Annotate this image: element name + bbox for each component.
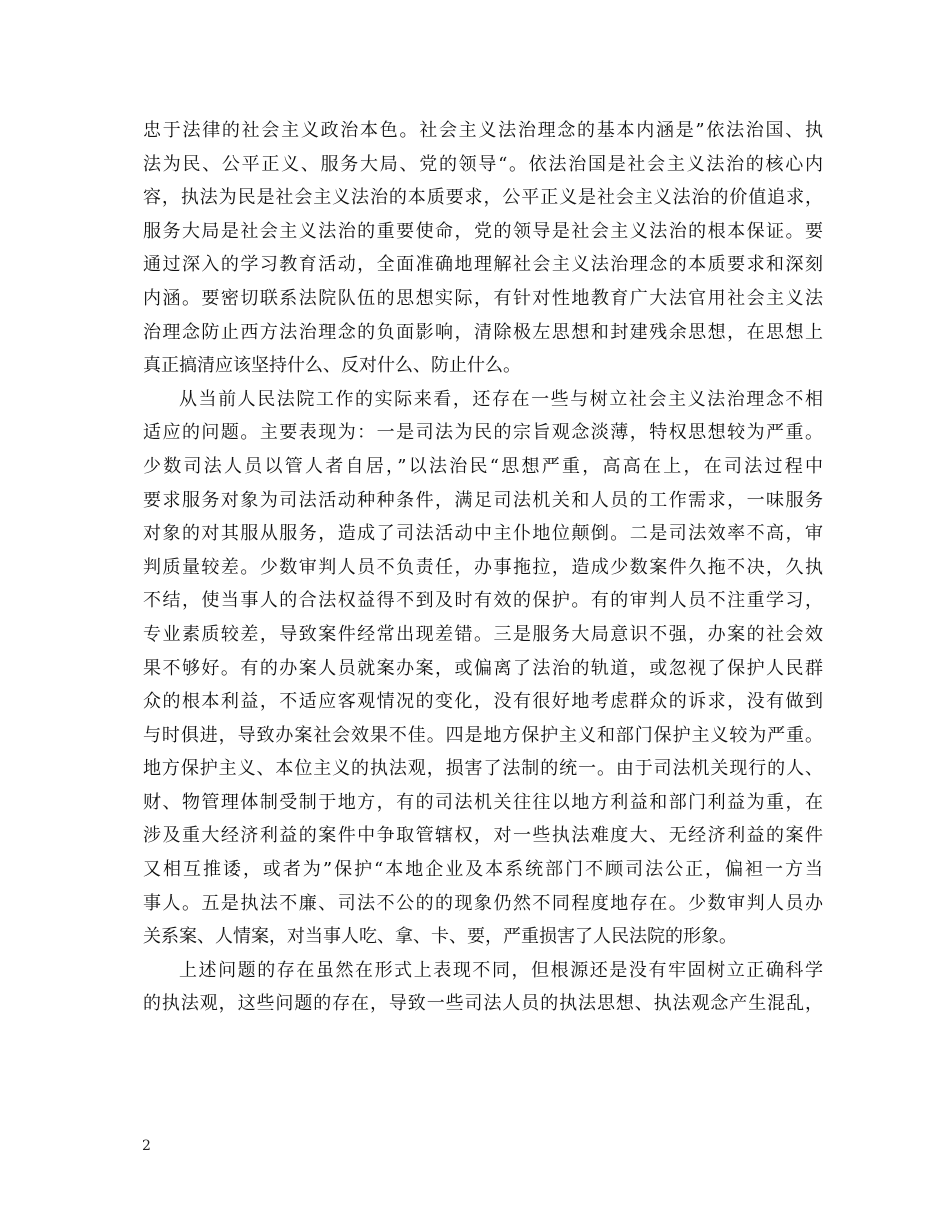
text-line: 容，执法为民是社会主义法治的本质要求，公平正义是社会主义法治的价值追求，	[143, 187, 823, 209]
text-line: 的执法观，这些问题的存在，导致一些司法人员的执法思想、执法观念产生混乱，	[143, 993, 823, 1015]
text-line: 忠于法律的社会主义政治本色。社会主义法治理念的基本内涵是”依法治国、执	[143, 120, 823, 141]
page-number: 2	[142, 1138, 151, 1154]
text-line: 地方保护主义、本位主义的执法观，损害了法制的统一。由于司法机关现行的人、	[143, 758, 823, 780]
text-line: 事人。五是执法不廉、司法不公的的现象仍然不同程度地存在。少数审判人员办	[143, 892, 823, 914]
text-line: 通过深入的学习教育活动，全面准确地理解社会主义法治理念的本质要求和深刻	[143, 254, 823, 276]
text-line: 与时俱进，导致办案社会效果不佳。四是地方保护主义和部门保护主义较为严重。	[143, 724, 823, 746]
text-line: 治理念防止西方法治理念的负面影响，清除极左思想和封建残余思想，在思想上	[143, 321, 823, 343]
text-line: 又相互推诿，或者为”保护“本地企业及本系统部门不顾司法公正，偏袒一方当	[143, 859, 823, 881]
text-line: 果不够好。有的办案人员就案办案，或偏离了法治的轨道，或忽视了保护人民群	[143, 657, 823, 679]
text-line: 要求服务对象为司法活动种种条件，满足司法机关和人员的工作需求，一味服务	[143, 489, 823, 511]
text-line: 财、物管理体制受制于地方，有的司法机关往往以地方利益和部门利益为重，在	[143, 791, 823, 813]
text-line: 法为民、公平正义、服务大局、党的领导“。依法治国是社会主义法治的核心内	[143, 153, 823, 175]
text-line: 内涵。要密切联系法院队伍的思想实际，有针对性地教育广大法官用社会主义法	[143, 287, 823, 309]
text-line: 专业素质较差，导致案件经常出现差错。三是服务大局意识不强，办案的社会效	[143, 623, 823, 645]
text-line: 不结，使当事人的合法权益得不到及时有效的保护。有的审判人员不注重学习，	[143, 590, 823, 612]
text-line: 关系案、人情案，对当事人吃、拿、卡、要，严重损害了人民法院的形象。	[143, 926, 737, 948]
text-line: 少数司法人员以管人者自居，”以法治民“思想严重，高高在上，在司法过程中	[143, 455, 823, 477]
body-text	[143, 114, 823, 1021]
text-line: 服务大局是社会主义法治的重要使命，党的领导是社会主义法治的根本保证。要	[143, 220, 823, 242]
text-line: 众的根本利益，不适应客观情况的变化，没有很好地考虑群众的诉求，没有做到	[143, 691, 823, 713]
text-line: 上述问题的存在虽然在形式上表现不同，但根源还是没有牢固树立正确科学	[179, 959, 823, 981]
text-line: 判质量较差。少数审判人员不负责任，办事拖拉，造成少数案件久拖不决，久执	[143, 556, 823, 578]
text-line: 涉及重大经济利益的案件中争取管辖权，对一些执法难度大、无经济利益的案件	[143, 825, 823, 847]
text-line: 真正搞清应该坚持什么、反对什么、防止什么。	[143, 355, 521, 377]
text-line: 对象的对其服从服务，造成了司法活动中主仆地位颠倒。二是司法效率不高，审	[143, 523, 823, 545]
text-line: 从当前人民法院工作的实际来看，还存在一些与树立社会主义法治理念不相	[179, 388, 823, 410]
text-line: 适应的问题。主要表现为：一是司法为民的宗旨观念淡薄，特权思想较为严重。	[143, 422, 823, 444]
